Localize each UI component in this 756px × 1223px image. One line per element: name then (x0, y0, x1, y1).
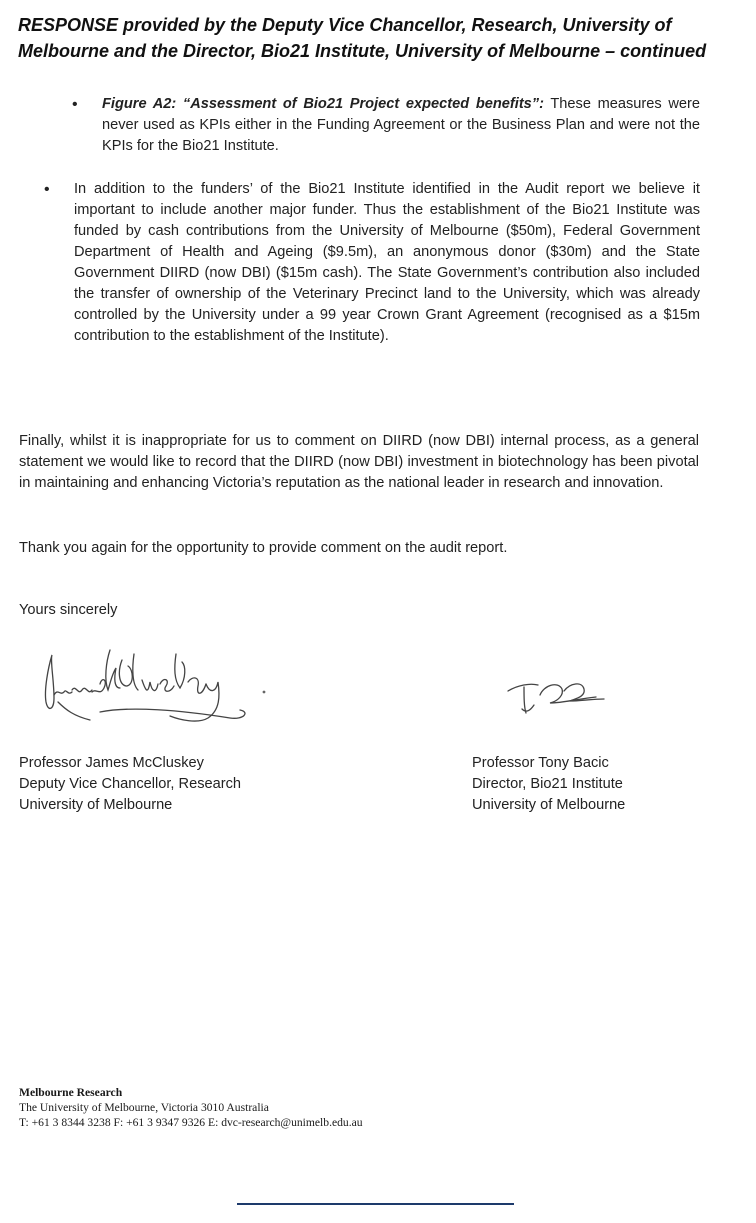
final-paragraph: Finally, whilst it is inappropriate for us to comment on DIIRD (now DBI) internal process, as a general statement we would like to record that the DIIRD (now DBI) investment in biotechnology has been pivotal in maintaining and enhancing Victoria’s reputation as the national leader in research and innovation. (19, 433, 699, 491)
signatory-name: Professor James McCluskey (19, 755, 204, 771)
signature-left (30, 640, 280, 740)
footer-title: Melbourne Research (19, 1086, 123, 1099)
closing-salutation: Yours sincerely (19, 602, 118, 618)
signatory-right (472, 753, 625, 816)
bullet-text (102, 94, 700, 157)
signatory-organisation: University of Melbourne (19, 797, 173, 813)
footer-address: The University of Melbourne, Victoria 3010 Australia (19, 1101, 269, 1114)
signatory-role: Director, Bio21 Institute (472, 776, 623, 792)
bullet-marker: • (72, 96, 78, 113)
signature-right (500, 665, 620, 725)
thanks-paragraph: Thank you again for the opportunity to provide comment on the audit report. (19, 540, 508, 556)
bullet-body: These measures were never used as KPIs either in the Funding Agreement or the Business Plan and were not the KPIs for the Bio21 Institute. (102, 96, 701, 154)
bullet-body: In addition to the funders’ of the Bio21 Institute identified in the Audit report we believe it important to include another major funder. Thus the establishment of the Bio21 Institute was funded by cash contributions from the University of Melbourne ($50m), Federal Government Department of Health and Ageing ($9.5m), an anonymous donor ($30m) and the State Government DIIRD (now DBI) ($15m cash). The State Government’s contribution also included the transfer of ownership of the Veterinary Precinct land to the University, which was already controlled by the University under a 99 year Crown Grant Agreement (recognised as a $15m contribution to the establishment of the Institute). (74, 181, 700, 344)
page-header (18, 12, 748, 64)
letterhead-footer (19, 1085, 363, 1130)
bullet-marker: • (44, 181, 50, 198)
header-line-1: RESPONSE provided by the Deputy Vice Chancellor, Research, University of (18, 15, 672, 35)
signatory-left (19, 753, 241, 816)
header-line-2: Melbourne and the Director, Bio21 Institute, University of Melbourne – continued (18, 41, 707, 61)
bullet-lead: Figure A2: “Assessment of Bio21 Project expected benefits”: (102, 96, 544, 112)
bullet-funders (44, 179, 700, 347)
bullet-figure-a2 (72, 94, 700, 157)
signatory-organisation: University of Melbourne (472, 797, 626, 813)
signatory-name: Professor Tony Bacic (472, 755, 609, 771)
page-bottom-rule (237, 1203, 514, 1205)
footer-contact: T: +61 3 8344 3238 F: +61 3 9347 9326 E: dvc-research@unimelb.edu.au (19, 1116, 363, 1129)
signatory-role: Deputy Vice Chancellor, Research (19, 776, 241, 792)
